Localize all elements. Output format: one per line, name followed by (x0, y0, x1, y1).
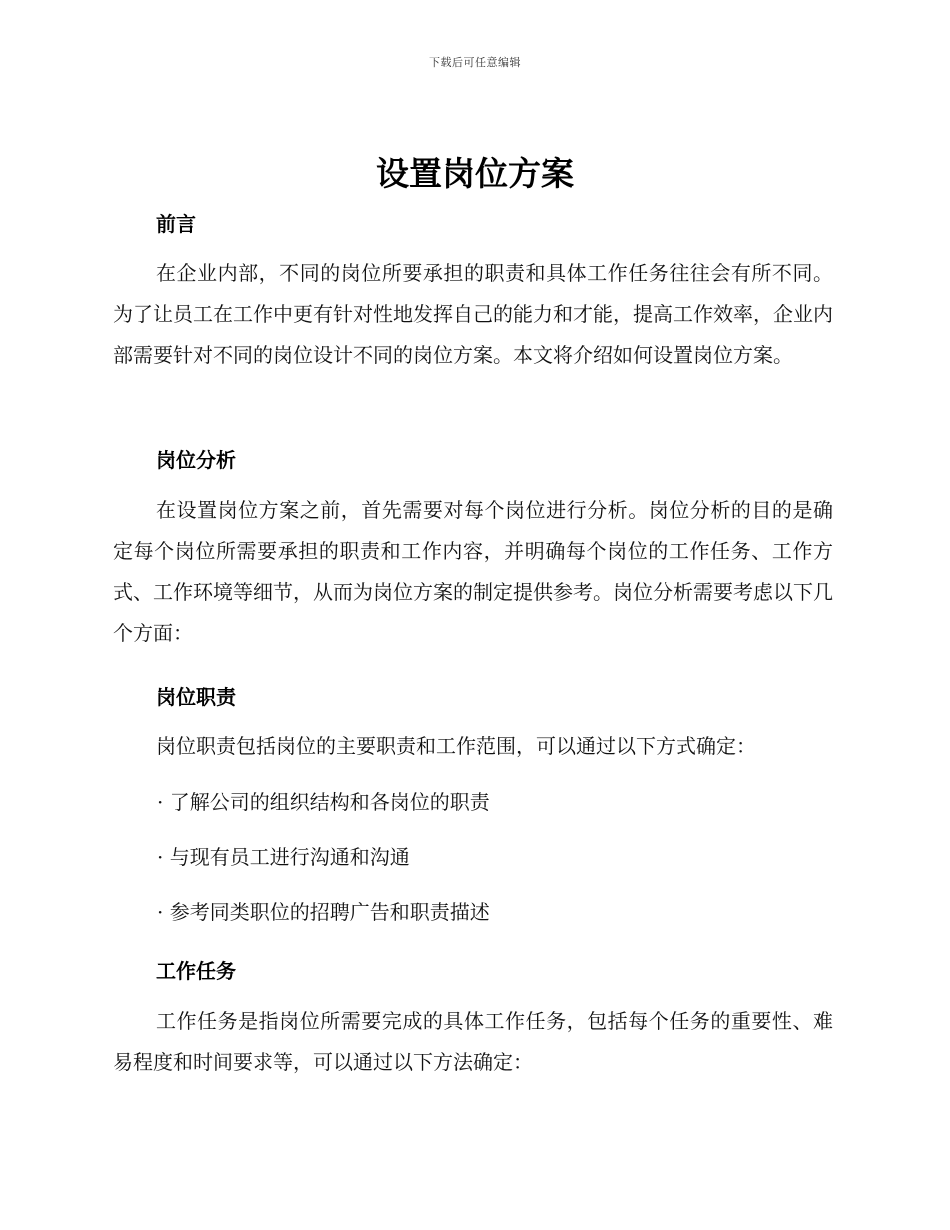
document-title: 设置岗位方案 (376, 154, 574, 193)
duties-list-item: · 参考同类职位的招聘广告和职责描述 (157, 900, 490, 924)
preface-heading: 前言 (156, 212, 196, 236)
duties-list-item: · 与现有员工进行沟通和沟通 (157, 845, 410, 869)
tasks-heading: 工作任务 (156, 959, 236, 983)
header-note: 下载后可任意编辑 (429, 56, 521, 69)
analysis-paragraph: 在设置岗位方案之前，首先需要对每个岗位进行分析。岗位分析的目的是确定每个岗位所需要承担的职责和工作内容，并明确每个岗位的工作任务、工作方式、工作环境等细节，从而为岗位方案的制定提供参考。岗位分析需要考虑以下几个方面： (113, 498, 833, 645)
tasks-paragraph: 工作任务是指岗位所需要完成的具体工作任务，包括每个任务的重要性、难易程度和时间要求等，可以通过以下方法确定： (113, 1009, 833, 1074)
analysis-heading: 岗位分析 (156, 448, 236, 472)
preface-paragraph: 在企业内部，不同的岗位所要承担的职责和具体工作任务往往会有所不同。为了让员工在工作中更有针对性地发挥自己的能力和才能，提高工作效率，企业内部需要针对不同的岗位设计不同的岗位方案。本文将介绍如何设置岗位方案。 (113, 261, 833, 367)
duties-paragraph: 岗位职责包括岗位的主要职责和工作范围，可以通过以下方式确定： (156, 734, 756, 758)
duties-heading: 岗位职责 (156, 685, 236, 709)
duties-list-item: · 了解公司的组织结构和各岗位的职责 (157, 790, 490, 814)
